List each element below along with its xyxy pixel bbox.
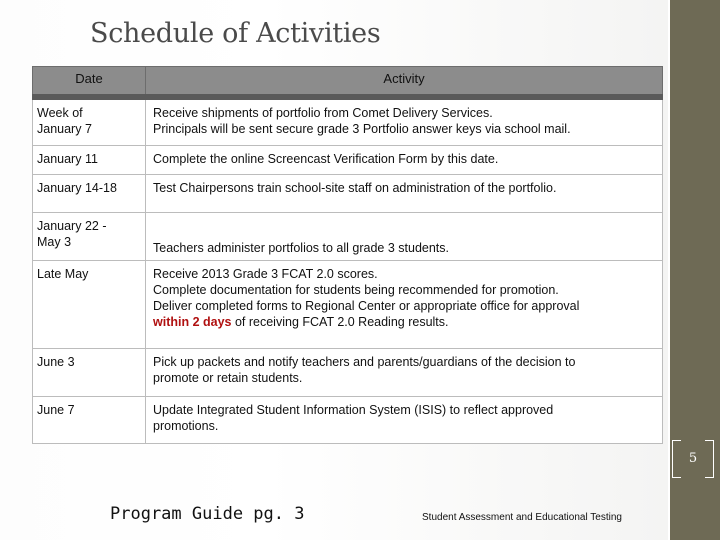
date-line: January 7: [37, 122, 92, 136]
date-line: June 3: [37, 355, 75, 369]
activity-line: Teachers administer portfolios to all grade 3 students.: [153, 241, 449, 255]
activity-cell: [146, 175, 663, 213]
date-line: May 3: [37, 235, 72, 249]
activity-line: promote or retain students.: [153, 371, 303, 385]
activity-line: Receive 2013 Grade 3 FCAT 2.0 scores.: [153, 267, 378, 281]
date-column-header: Date: [33, 67, 146, 98]
footer-department: Student Assessment and Educational Testing: [422, 512, 622, 523]
activity-column-header: Activity: [146, 67, 663, 98]
activity-cell: [146, 349, 663, 397]
date-cell: [33, 397, 146, 444]
activity-line: Pick up packets and notify teachers and parents/guardians of the decision to: [153, 355, 576, 369]
activity-line: Receive shipments of portfolio from Comet Delivery Services.: [153, 106, 493, 120]
date-cell: [33, 261, 146, 349]
table-row: [33, 349, 663, 397]
activity-line: Complete documentation for students being recommended for promotion.: [153, 283, 559, 297]
page-title: Schedule of Activities: [90, 18, 381, 49]
table-row: [33, 397, 663, 444]
activity-line-tail: of receiving FCAT 2.0 Reading results.: [231, 315, 449, 329]
table-row: [33, 261, 663, 349]
date-cell: [33, 97, 146, 146]
activity-line: Complete the online Screencast Verification Form by this date.: [153, 152, 499, 166]
activity-line: Principals will be sent secure grade 3 Portfolio answer keys via school mail.: [153, 122, 571, 136]
activity-cell: [146, 97, 663, 146]
date-cell: [33, 146, 146, 175]
activity-cell: [146, 213, 663, 261]
activity-line-emphasis: [153, 314, 658, 330]
activity-cell: [146, 146, 663, 175]
date-line: January 11: [37, 152, 98, 166]
table-row: [33, 146, 663, 175]
table-row: [33, 175, 663, 213]
date-line: June 7: [37, 403, 75, 417]
page-number-bracket: [672, 440, 714, 478]
table-row: [33, 97, 663, 146]
date-line: January 14-18: [37, 181, 117, 195]
table-header-row: [33, 67, 663, 98]
date-line: Late May: [37, 267, 89, 281]
footer-program-guide: Program Guide pg. 3: [110, 504, 305, 524]
activity-line: Update Integrated Student Information System (ISIS) to reflect approved: [153, 403, 554, 417]
date-line: Week of: [37, 106, 83, 120]
date-cell: [33, 213, 146, 261]
page-number: 5: [688, 451, 698, 466]
activity-line: promotions.: [153, 419, 219, 433]
schedule-table: [32, 66, 663, 444]
activity-cell: [146, 261, 663, 349]
activity-line: Test Chairpersons train school-site staff on administration of the portfolio.: [153, 181, 557, 195]
date-cell: [33, 175, 146, 213]
date-cell: [33, 349, 146, 397]
date-line: January 22 -: [37, 219, 107, 233]
table-row: [33, 213, 663, 261]
activity-line: Deliver completed forms to Regional Center or appropriate office for approval: [153, 299, 580, 313]
deadline-emphasis: within 2 days: [153, 315, 232, 329]
activity-cell: [146, 397, 663, 444]
